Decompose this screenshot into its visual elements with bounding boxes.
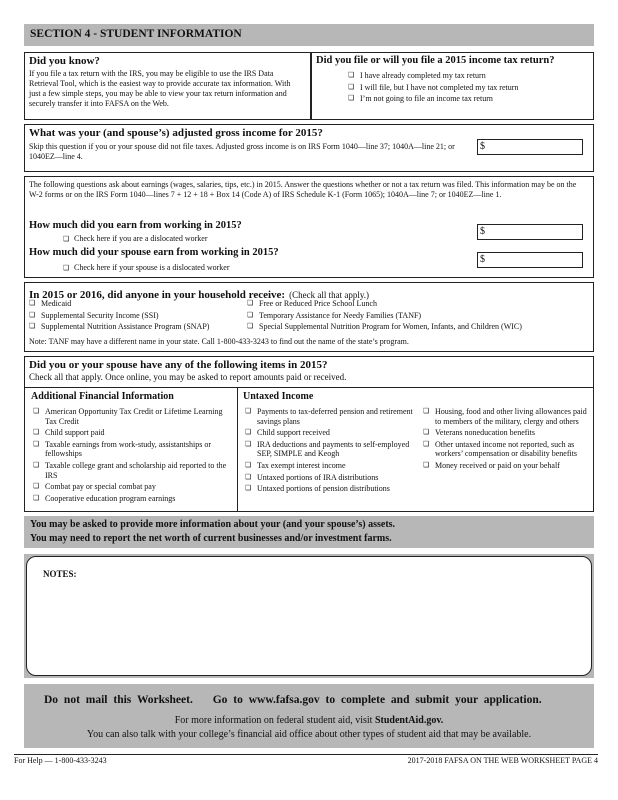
tax-option-not-file[interactable]: ❏ I’m not going to file an income tax return <box>348 94 588 104</box>
untaxed-title: Untaxed Income <box>243 391 314 402</box>
do-not-mail: Do not mail this Worksheet. <box>44 694 193 706</box>
help-phone: For Help — 1-800-433-3243 <box>14 756 107 765</box>
earn-spouse-dislocated-label: Check here if your spouse is a dislocated worker <box>74 263 230 272</box>
tax-return-box <box>311 52 594 120</box>
section-title: SECTION 4 - STUDENT INFORMATION <box>30 28 242 40</box>
items-divider <box>25 387 593 388</box>
untaxed-list-1 <box>245 407 417 496</box>
benefit-ssi[interactable]: ❏ Supplemental Security Income (SSI) <box>29 311 259 321</box>
benefits-left-list <box>29 299 259 334</box>
untaxed-item[interactable]: ❏ Other untaxed income not reported, such as workers’ compensation or disability benefits <box>423 440 591 459</box>
untaxed-list-2 <box>423 407 591 473</box>
did-you-know-box <box>24 52 311 120</box>
benefit-snap[interactable]: ❏ Supplemental Nutrition Assistance Program (SNAP) <box>29 322 259 332</box>
benefits-heading-note: (Check all that apply.) <box>289 290 369 300</box>
items-heading: Did you or your spouse have any of the following items in 2015? <box>29 359 328 371</box>
additional-item[interactable]: ❏ American Opportunity Tax Credit or Lifetime Learning Tax Credit <box>33 407 231 426</box>
tax-option-will-file[interactable]: ❏ I will file, but I have not completed my tax return <box>348 83 588 93</box>
benefit-school-lunch[interactable]: ❏ Free or Reduced Price School Lunch <box>247 299 591 309</box>
agi-input[interactable]: $ <box>477 139 583 155</box>
section-header <box>24 24 594 46</box>
earnings-intro: The following questions ask about earnings (wages, salaries, tips, etc.) in 2015. Answer the questions whether or not a tax return was filed. This information may be on the W-2 forms or on the IRS Form 1040—lines 7 + 12 + 18 + Box 14 (Code A) of IRS Schedule K-1 (Form 1065); 1040A—line 7; or 1040EZ—line 1. <box>29 180 577 199</box>
earn-you-input[interactable]: $ <box>477 224 583 240</box>
untaxed-item[interactable]: ❏ Child support received <box>245 428 417 438</box>
checkbox-icon: ❏ <box>63 235 70 243</box>
footer-line-3: You can also talk with your college’s financial aid office about other types of student aid that may be available. <box>86 729 532 740</box>
untaxed-item[interactable]: ❏ Tax exempt interest income <box>245 461 417 471</box>
untaxed-item[interactable]: ❏ Money received or paid on your behalf <box>423 461 591 471</box>
untaxed-item[interactable]: ❏ Housing, food and other living allowances paid to members of the military, clergy and others <box>423 407 591 426</box>
additional-item[interactable]: ❏ Cooperative education program earnings <box>33 494 231 504</box>
earn-you-question: How much did you earn from working in 2015? <box>29 220 242 231</box>
agi-box <box>24 124 594 172</box>
earn-spouse-dislocated[interactable] <box>63 263 230 273</box>
notes-label: NOTES: <box>43 569 77 579</box>
untaxed-item[interactable]: ❏ Payments to tax-deferred pension and retirement savings plans <box>245 407 417 426</box>
additional-item[interactable]: ❏ Taxable college grant and scholarship aid reported to the IRS <box>33 461 231 480</box>
untaxed-item[interactable]: ❏ Untaxed portions of IRA distributions <box>245 473 417 483</box>
agi-text: Skip this question if you or your spouse did not file taxes. Adjusted gross income is on IRS Form 1040—line 37; 1040A—line 21; or 1040EZ—line 4. <box>29 142 455 161</box>
page-footer-label: 2017-2018 FAFSA ON THE WEB WORKSHEET PAGE 4 <box>407 756 598 765</box>
footer-line-2 <box>24 715 594 726</box>
additional-list <box>33 407 231 505</box>
assets-band <box>24 516 594 548</box>
agi-heading: What was your (and spouse’s) adjusted gross income for 2015? <box>29 127 323 139</box>
did-you-know-text: If you file a tax return with the IRS, you may be eligible to use the IRS Data Retrieval Tool, which is the easiest way to provide accurate tax information. With just a few simple steps, you may be able to view your tax return information and securely transfer it into FAFSA on the Web. <box>29 69 291 108</box>
checkbox-icon: ❏ <box>63 264 70 272</box>
assets-line-2: You may need to report the net worth of current businesses and/or investment farms. <box>30 533 392 544</box>
page-footer-rule <box>14 754 598 755</box>
footer-line-1 <box>44 694 542 706</box>
benefits-heading: In 2015 or 2016, did anyone in your household receive: <box>29 289 286 301</box>
items-box <box>24 356 594 512</box>
benefits-right-list <box>247 299 591 334</box>
benefit-wic[interactable]: ❏ Special Supplemental Nutrition Program for Women, Infants, and Children (WIC) <box>247 322 591 332</box>
go-to-fafsa[interactable]: Go to www.fafsa.gov to complete and submit your application. <box>212 694 542 706</box>
footer-band <box>24 684 594 748</box>
items-subheading: Check all that apply. Once online, you may be asked to report amounts paid or received. <box>29 372 347 382</box>
benefits-note: Note: TANF may have a different name in your state. Call 1-800-433-3243 to find out the name of the state’s program. <box>29 337 409 346</box>
earn-spouse-question: How much did your spouse earn from working in 2015? <box>29 247 279 258</box>
tax-return-options <box>348 71 588 106</box>
untaxed-item[interactable]: ❏ IRA deductions and payments to self-employed SEP, SIMPLE and Keogh <box>245 440 417 459</box>
untaxed-item[interactable]: ❏ Veterans noneducation benefits <box>423 428 591 438</box>
additional-title: Additional Financial Information <box>31 391 174 402</box>
benefit-medicaid[interactable]: ❏ Medicaid <box>29 299 259 309</box>
earn-you-dislocated-label: Check here if you are a dislocated worker <box>74 234 208 243</box>
additional-item[interactable]: ❏ Child support paid <box>33 428 231 438</box>
studentaid-link[interactable]: StudentAid.gov. <box>374 715 444 726</box>
benefits-box <box>24 282 594 352</box>
did-you-know-heading: Did you know? <box>29 55 100 67</box>
assets-line-1: You may be asked to provide more information about your (and your spouse’s) assets. <box>30 519 396 530</box>
earn-you-dislocated[interactable] <box>63 234 208 244</box>
earn-spouse-input[interactable]: $ <box>477 252 583 268</box>
notes-area[interactable] <box>26 556 592 676</box>
tax-return-heading: Did you file or will you file a 2015 income tax return? <box>316 55 555 66</box>
notes-frame <box>24 554 594 678</box>
earnings-box <box>24 176 594 278</box>
untaxed-item[interactable]: ❏ Untaxed portions of pension distributions <box>245 484 417 494</box>
additional-item[interactable]: ❏ Combat pay or special combat pay <box>33 482 231 492</box>
tax-option-completed[interactable]: ❏ I have already completed my tax return <box>348 71 588 81</box>
benefit-tanf[interactable]: ❏ Temporary Assistance for Needy Families (TANF) <box>247 311 591 321</box>
more-info-text: For more information on federal student aid, visit <box>174 715 373 726</box>
items-column-divider <box>237 387 238 511</box>
additional-item[interactable]: ❏ Taxable earnings from work-study, assistantships or fellowships <box>33 440 231 459</box>
